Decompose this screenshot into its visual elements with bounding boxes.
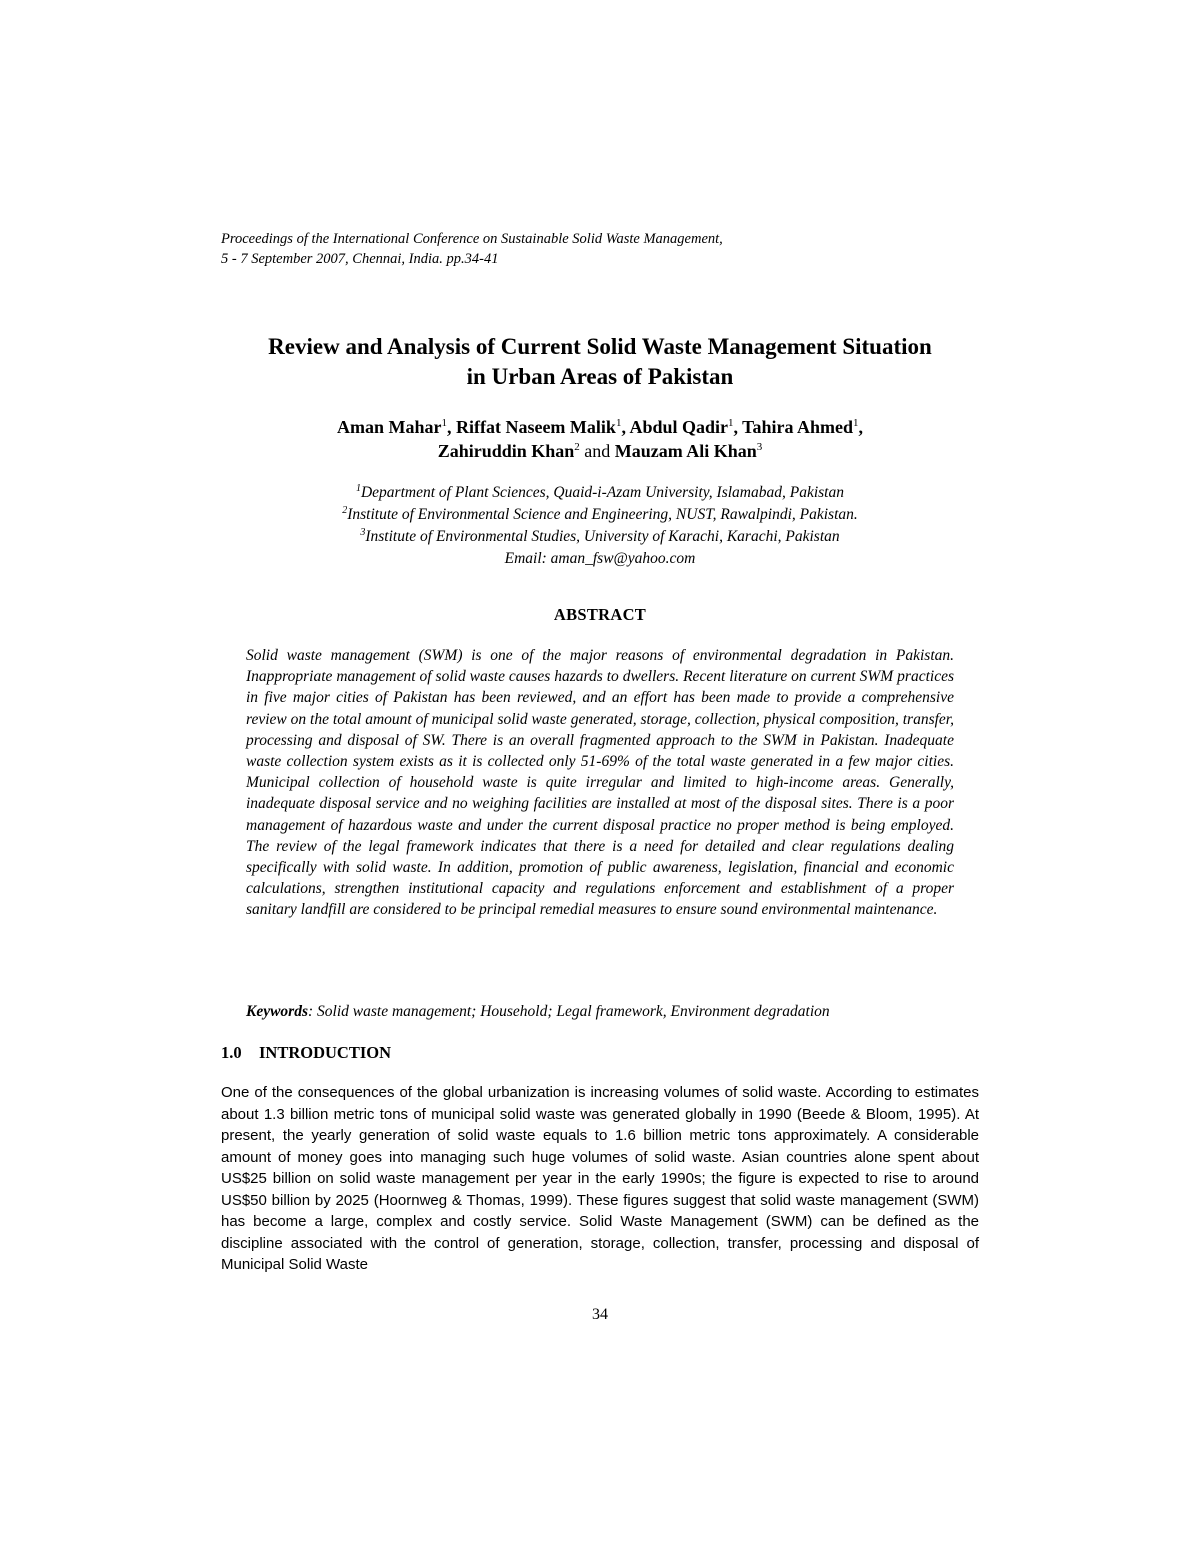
affiliation-marker: 2 (342, 505, 348, 516)
section-number: 1.0 (221, 1043, 242, 1062)
author-line-2 (150, 439, 1050, 463)
paper-title-line-2: in Urban Areas of Pakistan (466, 364, 734, 389)
affiliation-marker: 3 (360, 527, 366, 538)
keywords-text: : Solid waste management; Household; Legal framework, Environment degradation (308, 1003, 830, 1020)
page-number: 34 (592, 1306, 608, 1323)
author-affiliation-marker: 1 (615, 417, 622, 429)
abstract-heading: ABSTRACT (553, 605, 647, 624)
contact-email: Email: aman_fsw@yahoo.com (504, 550, 696, 567)
affiliation-item (150, 504, 1050, 526)
affiliation-text: Institute of Environmental Studies, University of Karachi, Karachi, Pakistan (365, 528, 840, 545)
author-name: Mauzam Ali Khan (614, 441, 757, 461)
paper-title (150, 332, 1050, 392)
paper-title-line-1: Review and Analysis of Current Solid Waste Management Situation (268, 334, 932, 359)
introduction-paragraph: One of the consequences of the global urbanization is increasing volumes of solid waste. According to estimates about 1.3 billion metric tons of municipal solid waste was generated globally in 1990 (Beede & Bloom, 1995). At present, the yearly generation of solid waste equals to 1.6 billion metric tons approximately. A considerable amount of money goes into managing such huge volumes of solid waste. Asian countries alone spent about US$25 billion on solid waste management per year in the early 1990s; the figure is expected to rise to around US$50 billion by 2025 (Hoornweg & Thomas, 1999). These figures suggest that solid waste management (SWM) has become a large, complex and costly service. Solid Waste Management (SWM) can be defined as the discipline associated with the control of generation, storage, collection, transfer, processing and disposal of Municipal Solid Waste (221, 1084, 979, 1273)
author-name: Zahiruddin Khan (437, 441, 575, 461)
author-name: , Tahira Ahmed (733, 417, 854, 437)
author-affiliation-marker: 1 (441, 417, 447, 429)
author-name: , Riffat Naseem Malik (446, 417, 616, 437)
keywords-line (246, 1001, 966, 1023)
running-head-line-1: Proceedings of the International Conference on Sustainable Solid Waste Management, (221, 231, 723, 247)
author-affiliation-marker: 3 (756, 441, 763, 453)
author-affiliation-marker: 1 (727, 417, 734, 429)
author-list (150, 415, 1050, 463)
section-title: INTRODUCTION (259, 1043, 392, 1062)
abstract-body: Solid waste management (SWM) is one of the major reasons of environmental degradation in Pakistan. Inappropriate management of solid waste causes hazards to dwellers. Recent literature on current SWM practices in five major cities of Pakistan has been reviewed, and an effort has been made to provide a comprehensive review on the total amount of municipal solid waste generated, storage, collection, physical composition, transfer, processing and disposal of SW. There is an overall fragmented approach to the SWM in Pakistan. Inadequate waste collection system exists as it is collected only 51-69% of the total waste generated in a few major cities. Municipal collection of household waste is quite irregular and limited to high-income areas. Generally, inadequate disposal service and no weighing facilities are installed at most of the disposal sites. There is a poor management of hazardous waste and under the current disposal practice no proper method is being employed. The review of the legal framework indicates that there is a need for detailed and clear regulations dealing specifically with solid waste. In addition, promotion of public awareness, legislation, financial and economic calculations, strengthen institutional capacity and regulations enforcement and establishment of a proper sanitary landfill are considered to be principal remedial measures to ensure sound environmental maintenance. (246, 647, 954, 919)
running-head-line-2: 5 - 7 September 2007, Chennai, India. pp.34-41 (221, 251, 499, 267)
affiliation-text: Department of Plant Sciences, Quaid-i-Azam University, Islamabad, Pakistan (360, 484, 844, 501)
author-separator: , (858, 417, 864, 437)
running-head (221, 229, 981, 269)
section-heading-introduction (221, 1042, 921, 1064)
affiliation-list (150, 482, 1050, 570)
keywords-label: Keywords (246, 1003, 308, 1020)
author-name: , Abdul Qadir (621, 417, 728, 437)
author-conjunction: and (579, 441, 615, 461)
affiliation-marker: 1 (355, 483, 361, 494)
author-line-1 (150, 415, 1050, 439)
affiliation-item (150, 526, 1050, 548)
author-name: Aman Mahar (336, 417, 442, 437)
author-affiliation-marker: 2 (574, 441, 580, 453)
affiliation-text: Institute of Environmental Science and Engineering, NUST, Rawalpindi, Pakistan. (347, 506, 858, 523)
affiliation-item (150, 482, 1050, 504)
author-affiliation-marker: 1 (853, 417, 859, 429)
